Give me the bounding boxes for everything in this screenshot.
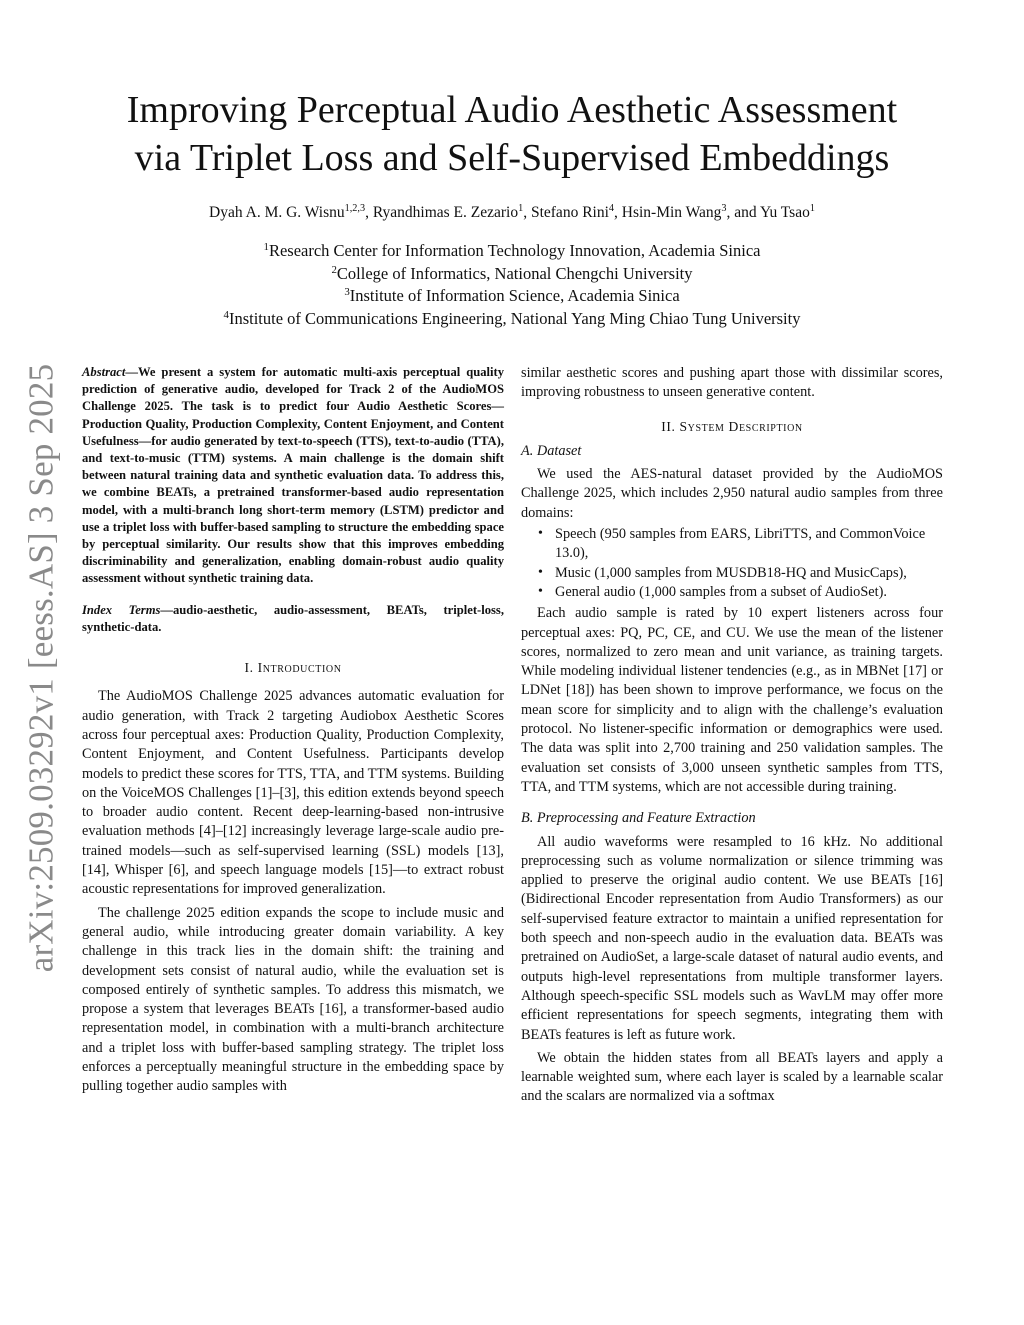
bullet-icon: • — [538, 526, 543, 542]
affiliation-number: 2 — [331, 263, 337, 276]
author-name: Ryandhimas E. Zezario — [372, 204, 519, 221]
affiliation-list — [60, 240, 964, 330]
list-item-text: Music (1,000 samples from MUSDB18-HQ and MusicCaps), — [555, 564, 907, 581]
arxiv-stamp — [20, 363, 62, 973]
list-item — [538, 583, 943, 602]
subsection-heading-dataset: A. Dataset — [521, 442, 582, 459]
author-affiliation-mark: 3 — [721, 203, 727, 215]
subsection-heading-preprocessing: B. Preprocessing and Feature Extraction — [521, 810, 756, 827]
domain-list — [521, 525, 943, 602]
dataset-paragraph-2: Each audio sample is rated by 10 expert listeners across four perceptual axes: PQ, PC, CE, and CU. We use the mean of the listener scores, normalized to zero mean and unit variance, as training targets. While modeling individual listener tendencies (e.g., as in MBNet [17] or LDNet [18]) has been shown to improve performance, we focus on the mean score for simplicity and to align with the challenge’s evaluation protocol. No listener-specific information or demographics were used. The data was split into 2,700 training and 250 validation samples. The evaluation set consists of 3,000 unseen synthetic samples from TTS, TTA, and TTM systems, which are not accessible during training. — [521, 605, 943, 795]
right-column — [521, 364, 943, 1107]
affiliation-number: 3 — [344, 286, 350, 299]
intro-paragraph-2: The challenge 2025 edition expands the scope to include music and general audio, while introducing greater domain variability. A key challenge in this track lies in the domain shift: the training and development sets consist of natural audio, while the evaluation set is composed entirely of synthetic samples. To address this mismatch, we propose a system that leverages BEATs [16], a transformer-based audio representation model, in combination with a multi-branch architecture and a triplet loss with buffer-based sampling strategy. The triplet loss enforces a perceptually meaningful structure in the embedding space by pulling together audio samples with — [82, 904, 504, 1095]
author-separator: , — [365, 204, 373, 221]
affiliation-number: 4 — [223, 308, 229, 321]
bullet-icon: • — [538, 583, 543, 599]
intro-continuation: similar aesthetic scores and pushing apart those with dissimilar scores, improving robustness to unseen generative content. — [521, 365, 943, 401]
section-heading-system-description: II. System Description — [661, 418, 803, 434]
affiliation-line — [60, 240, 964, 263]
preprocessing-paragraph-2: We obtain the hidden states from all BEATs layers and apply a learnable weighted sum, where each layer is scaled by a learnable scalar and the scalars are normalized via a softmax — [521, 1049, 943, 1105]
list-item — [538, 525, 943, 564]
preprocessing-paragraph-1: All audio waveforms were resampled to 16 kHz. No additional preprocessing such as volume normalization or silence trimming was applied to preserve the original audio content. We use BEATs [16] (Bidirectional Encoder representation from Audio Transformers) as our self-supervised feature extractor to maintain a unified representation for both speech and non-speech audio in the evaluation data. BEATs was pretrained on AudioSet, a large-scale dataset of natural audio events, and outputs high-level representations from multiple transformer layers. Although speech-specific SSL models such as WavLM may offer more efficient representations for speech segments, integrating them with BEATs features is left as future work. — [521, 833, 943, 1043]
author-name: Yu Tsao — [759, 204, 810, 221]
left-column — [82, 364, 504, 1097]
affiliation-text: Research Center for Information Technology Innovation, Academia Sinica — [268, 241, 761, 260]
affiliation-text: College of Informatics, National Chengchi University — [336, 263, 693, 283]
author-affiliation-mark: 1,2,3 — [344, 203, 366, 215]
list-item-text: Speech (950 samples from EARS, LibriTTS, and CommonVoice 13.0), — [555, 526, 926, 562]
abstract-text: —We present a system for automatic multi-axis perceptual quality prediction of generative audio, developed for Track 2 of the AudioMOS Challenge 2025. The task is to predict four Audio Aesthetic Scores—Production Quality, Production Complexity, Content Enjoyment, and Content Usefulness—for audio generated by text-to-speech (TTS), text-to-audio (TTA), and text-to-music (TTM) systems. A main challenge is the domain shift between natural training data and synthetic evaluation data. To address this, we combine BEATs, a pretrained transformer-based audio representation model, with a multi-branch long short-term memory (LSTM) predictor and use a triplet loss with buffer-based sampling to structure the embedding space by perceptual similarity. Our results show that this improves embedding discriminability and generalization, enabling domain-robust audio quality assessment without synthetic training data. — [82, 365, 504, 586]
affiliation-line — [60, 285, 964, 308]
arxiv-identifier[interactable]: arXiv:2509.03292v1 [eess.AS] 3 Sep 2025 — [21, 363, 61, 973]
index-terms-label: Index Terms — [82, 602, 161, 617]
bullet-icon: • — [538, 564, 543, 580]
list-item-text: General audio (1,000 samples from a subset of AudioSet). — [555, 583, 887, 600]
abstract — [82, 364, 504, 588]
index-terms-text: —audio-aesthetic, audio-assessment, BEATs, triplet-loss, synthetic-data. — [82, 602, 504, 634]
intro-paragraph-1: The AudioMOS Challenge 2025 advances automatic evaluation for audio generation, with Track 2 targeting Audiobox Aesthetic Scores across four perceptual axes: Production Quality, Production Complexity, Content Enjoyment, and Content Usefulness. Participants develop models to predict these scores for TTS, TTA, and TTM systems. Building on the VoiceMOS Challenges [1]–[3], this edition extends beyond speech to broader audio content. Recent deep-learning-based non-intrusive evaluation methods [4]–[12] increasingly leverage large-scale audio pre-trained models—such as self-supervised learning (SSL) models [13], [14], Whisper [6], and speech language models [15]—to extract robust acoustic representations for improved generalization. — [82, 688, 504, 898]
affiliation-text: Institute of Communications Engineering, National Yang Ming Chiao Tung University — [228, 308, 801, 328]
section-heading-introduction: I. Introduction — [244, 660, 342, 676]
title-line-1: Improving Perceptual Audio Aesthetic Assessment — [126, 89, 898, 131]
author-name: Stefano Rini — [530, 204, 609, 221]
affiliation-line — [60, 263, 964, 286]
author-affiliation-mark: 1 — [809, 203, 815, 215]
abstract-label: Abstract — [82, 365, 126, 379]
paper-title — [60, 86, 964, 182]
affiliation-text: Institute of Information Science, Academia Sinica — [349, 286, 680, 305]
author-affiliation-mark: 4 — [608, 203, 615, 215]
author-separator: , — [614, 204, 622, 221]
title-line-2: via Triplet Loss and Self-Supervised Embeddings — [134, 137, 890, 179]
author-separator: , and — [726, 204, 760, 221]
author-affiliation-mark: 1 — [518, 203, 524, 215]
affiliation-line — [60, 308, 964, 331]
author-name: Dyah A. M. G. Wisnu — [209, 204, 345, 221]
author-list — [60, 202, 964, 224]
index-terms — [82, 602, 504, 636]
list-item — [538, 564, 943, 583]
dataset-paragraph-1: We used the AES-natural dataset provided by the AudioMOS Challenge 2025, which includes 2,950 natural audio samples from three domains: — [521, 466, 943, 521]
author-name: Hsin-Min Wang — [621, 204, 722, 221]
author-separator: , — [523, 204, 531, 221]
affiliation-number: 1 — [263, 241, 269, 254]
